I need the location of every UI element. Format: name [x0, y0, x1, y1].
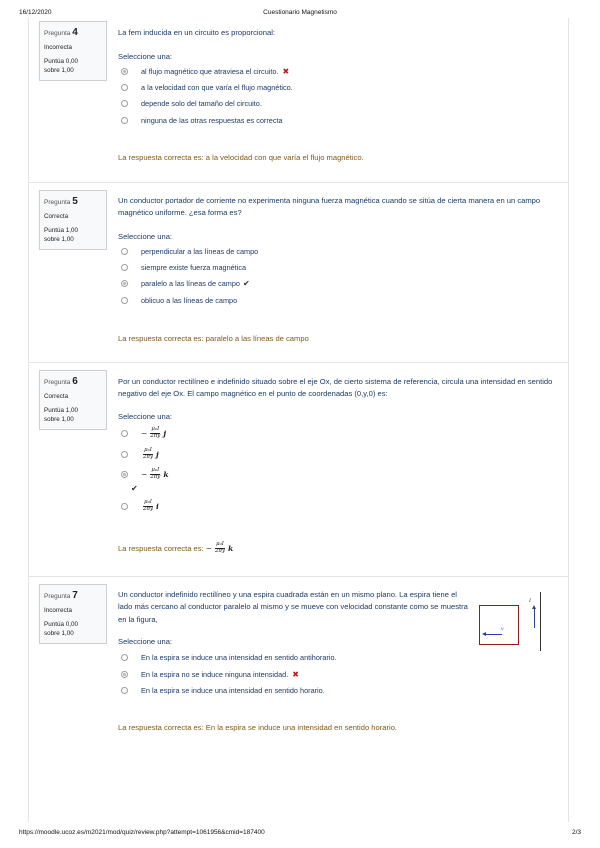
answer-option[interactable]: [121, 81, 293, 93]
answer-option[interactable]: [121, 261, 246, 273]
correct-icon: ✔: [131, 483, 138, 493]
option-label: En la espira se induce una intensidad en sentido horario.: [141, 685, 325, 695]
current-arrow-icon: [534, 608, 535, 628]
answer-option[interactable]: [121, 245, 258, 257]
radio-button[interactable]: [121, 671, 128, 678]
question-state: Incorrecta: [44, 43, 72, 51]
question-grade: Puntúa 0,00: [44, 621, 78, 628]
answer-option[interactable]: [121, 65, 289, 77]
option-label: a la velocidad con que varía el flujo magnético.: [141, 82, 293, 92]
radio-button[interactable]: [121, 503, 128, 510]
question-grade: Puntúa 0,00: [44, 58, 78, 65]
option-formula: $\frac{\text{μ₀I}}{2\pi y}$ j: [143, 446, 159, 460]
square-loop: [479, 605, 519, 645]
radio-button[interactable]: [121, 100, 128, 107]
current-label: I: [529, 598, 531, 604]
question-grade: Puntúa 1,00: [44, 227, 78, 234]
right-answer-feedback: La respuesta correcta es: En la espira se induce una intensidad en sentido horario.: [118, 723, 398, 732]
correct-icon: ✔: [242, 278, 250, 288]
print-date: 16/12/2020: [19, 9, 52, 16]
option-formula: − $\frac{\text{μ₀I}}{2\pi y}$ j: [141, 425, 167, 439]
question-grade-of: sobre 1,00: [44, 66, 74, 74]
question-grade-of: sobre 1,00: [44, 235, 74, 243]
question-state: Correcta: [44, 212, 69, 220]
answer-option[interactable]: [121, 651, 337, 663]
right-answer-feedback: La respuesta correcta es: a la velocidad con que varía el flujo magnético.: [118, 153, 364, 162]
question-text-5: Un conductor portador de corriente no experimenta ninguna fuerza magnética cuando se sitúa de cierta manera en un campo magnético uniforme. ¿esa forma es?: [118, 196, 541, 218]
question-separator: [29, 362, 568, 363]
question-number: Pregunta 4: [44, 27, 78, 38]
option-formula: $\frac{\text{μ₀I}}{2\pi y}$ i: [143, 498, 159, 512]
question-separator: [29, 182, 568, 183]
select-prompt: Seleccione una:: [118, 232, 173, 241]
incorrect-icon: ✖: [292, 669, 299, 679]
question-grade-of: sobre 1,00: [44, 415, 74, 423]
option-label: paralelo a las líneas de campo: [141, 278, 240, 288]
question-number: Pregunta 6: [44, 376, 78, 387]
radio-button[interactable]: [121, 264, 128, 271]
answer-option[interactable]: [121, 114, 283, 126]
option-label: ninguna de las otras respuestas es correcta: [141, 115, 283, 125]
radio-button[interactable]: [121, 687, 128, 694]
incorrect-icon: ✖: [282, 66, 290, 76]
question-state: Incorrecta: [44, 606, 72, 614]
radio-button[interactable]: [121, 280, 128, 287]
answer-option[interactable]: [121, 668, 299, 680]
print-footer: [0, 829, 600, 841]
question-separator: [29, 576, 568, 577]
question-grade: Puntúa 1,00: [44, 407, 78, 414]
question-number: Pregunta 5: [44, 196, 78, 207]
question-text-7: Un conductor indefinido rectilíneo y una espira cuadrada están en un mismo plano. La espira tiene el lado más cercano al conductor paralelo al mismo y se mueve con velocidad constante como se muestra en la figura,: [118, 590, 468, 624]
option-label: depende solo del tamaño del circuito.: [141, 98, 262, 108]
question-state: Correcta: [44, 392, 69, 400]
question-text-4: La fem inducida en un circuito es proporcional:: [118, 28, 276, 37]
loop-wire-figure: [479, 592, 545, 652]
option-formula: − $\frac{\text{μ₀I}}{2\pi y}$ k: [141, 466, 169, 480]
answer-option[interactable]: [121, 684, 325, 696]
radio-button[interactable]: [121, 654, 128, 661]
option-label: perpendicular a las líneas de campo: [141, 246, 259, 256]
question-info-5: [39, 190, 107, 250]
question-number: Pregunta 7: [44, 590, 78, 601]
question-grade-of: sobre 1,00: [44, 629, 74, 637]
answer-mark: [131, 483, 138, 493]
option-label: oblicuo a las líneas de campo: [141, 295, 238, 305]
select-prompt: Seleccione una:: [118, 412, 173, 421]
answer-option[interactable]: [121, 294, 237, 306]
answer-option[interactable]: [121, 425, 166, 441]
option-label: al flujo magnético que atraviesa el circuito.: [141, 66, 279, 76]
radio-button[interactable]: [121, 297, 128, 304]
question-info-7: [39, 584, 107, 644]
velocity-arrow-icon: [485, 634, 502, 635]
radio-button[interactable]: [121, 68, 128, 75]
right-answer-feedback: La respuesta correcta es: − $\frac{\text{μ₀I}}{2\pi y}$ k: [118, 541, 234, 554]
print-url: https://moodle.ucoz.es/m2021/mod/quiz/review.php?attempt=1061956&cmid=187400: [19, 829, 265, 836]
radio-button[interactable]: [121, 248, 128, 255]
radio-button[interactable]: [121, 84, 128, 91]
radio-button[interactable]: [121, 451, 128, 458]
print-title: Cuestionario Magnetismo: [263, 9, 337, 16]
question-info-4: [39, 21, 107, 81]
print-page-number: 2/3: [571, 829, 581, 836]
velocity-label: v: [501, 627, 504, 632]
select-prompt: Seleccione una:: [118, 52, 173, 61]
answer-option[interactable]: [121, 277, 250, 289]
question-info-6: [39, 370, 107, 430]
answer-option[interactable]: [121, 446, 159, 462]
question-text-6: Por un conductor rectilíneo e indefinido situado sobre el eje Ox, de cierto sistema de referencia, circula una intensidad en sentido negativo del eje Ox. El campo magnético en el punto de coordenadas (0,y,0) es:: [118, 377, 553, 399]
right-answer-feedback: La respuesta correcta es: paralelo a las líneas de campo: [118, 334, 309, 343]
answer-option[interactable]: [121, 466, 169, 482]
radio-button[interactable]: [121, 430, 128, 437]
select-prompt: Seleccione una:: [118, 637, 173, 646]
option-label: En la espira se induce una intensidad en sentido antihorario.: [141, 652, 337, 662]
radio-button[interactable]: [121, 471, 128, 478]
option-label: siempre existe fuerza magnética: [141, 262, 247, 272]
page-frame: [28, 18, 569, 822]
answer-option[interactable]: [121, 97, 262, 109]
option-label: En la espira no se induce ninguna intensidad.: [141, 669, 289, 679]
radio-button[interactable]: [121, 117, 128, 124]
answer-option[interactable]: [121, 498, 159, 514]
straight-conductor: [540, 592, 541, 651]
